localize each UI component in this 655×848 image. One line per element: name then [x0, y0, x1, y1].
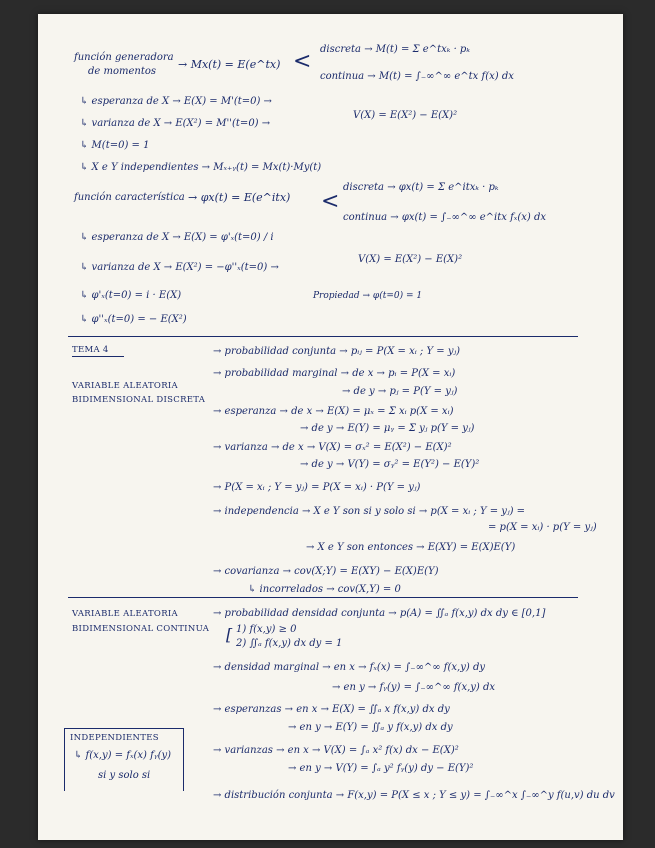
cf-second: ↳ φ''ₓ(t=0) = − E(X²): [80, 314, 187, 325]
discrete-title-2: BIDIMENSIONAL DISCRETA: [72, 395, 206, 405]
uncorrelated: ↳ incorrelados → cov(X,Y) = 0: [248, 584, 401, 595]
independence-1: → independencia → X e Y son si y solo si → p(X = xᵢ ; Y = yⱼ) =: [213, 506, 526, 517]
var-x: → varianza → de x → V(X) = σₓ² = E(X²) − E(X)²: [213, 442, 452, 453]
cf-continuous: continua → φx(t) = ∫₋∞^∞ e^itx fₓ(x) dx: [343, 212, 547, 223]
marginal-x: → probabilidad marginal → de x → pᵢ = P(X = xᵢ): [213, 368, 456, 379]
cf-label: función característica: [74, 192, 185, 203]
cf-definition: → φx(t) = E(e^itx): [188, 191, 291, 204]
condition-1: 1) f(x,y) ≥ 0: [236, 624, 297, 635]
joint-prob: → probabilidad conjunta → pᵢⱼ = P(X = xᵢ ; Y = yⱼ): [213, 346, 461, 357]
continuous-title-2: BIDIMENSIONAL CONTINUA: [72, 624, 210, 634]
mgf-definition: → Mx(t) = E(e^tx): [178, 58, 281, 71]
independence-3: → X e Y son entonces → E(XY) = E(X)E(Y): [306, 542, 516, 553]
exp-y: → de y → E(Y) = μᵧ = Σ yⱼ p(Y = yⱼ): [300, 423, 475, 434]
cf-variance: ↳ varianza de X → E(X²) = −φ''ₓ(t=0) →: [80, 262, 279, 273]
exp-x: → esperanza → de x → E(X) = μₓ = Σ xᵢ p(X = xᵢ): [213, 406, 454, 417]
mgf-variance: ↳ varianza de X → E(X²) = M''(t=0) →: [80, 118, 271, 129]
mgf-label-2: de momentos: [88, 66, 157, 77]
mgf-discrete: discreta → M(t) = Σ e^txₖ · pₖ: [320, 44, 470, 55]
section-divider-2: [68, 597, 578, 598]
covariance: → covarianza → cov(X;Y) = E(XY) − E(X)E(Y): [213, 566, 439, 577]
mgf-label: función generadora: [74, 52, 174, 63]
independence-box-title: INDEPENDIENTES: [70, 733, 159, 743]
mgf-variance-result: V(X) = E(X²) − E(X)²: [353, 110, 458, 121]
mgf-continuous: continua → M(t) = ∫₋∞^∞ e^tx f(x) dx: [320, 71, 514, 82]
mgf-independence: ↳ X e Y independientes → Mₓ₊ᵧ(t) = Mx(t)·My(t): [80, 162, 322, 173]
var-y: → de y → V(Y) = σᵧ² = E(Y²) − E(Y)²: [300, 459, 480, 470]
discrete-title-1: VARIABLE ALEATORIA: [72, 381, 178, 391]
cf-property: Propiedad → φ(t=0) = 1: [313, 291, 423, 301]
continuous-exp-x: → esperanzas → en x → E(X) = ∬ₐ x f(x,y) dx dy: [213, 704, 450, 715]
tema-underline: [72, 356, 124, 357]
condition-2: 2) ∬ₐ f(x,y) dx dy = 1: [236, 638, 343, 649]
mgf-m0: ↳ M(t=0) = 1: [80, 140, 150, 151]
cf-brace: <: [321, 189, 340, 214]
independence-box-note: si y solo si: [98, 770, 151, 781]
independence-2: = p(X = xᵢ) · p(Y = yⱼ): [488, 522, 597, 533]
marginal-y: → de y → pⱼ = P(Y = yⱼ): [342, 386, 458, 397]
marginal-density-y: → en y → fᵧ(y) = ∫₋∞^∞ f(x,y) dx: [332, 682, 496, 693]
tema-title: TEMA 4: [72, 345, 109, 355]
conditions-brace: [: [226, 625, 233, 644]
mgf-expectation: ↳ esperanza de X → E(X) = M'(t=0) →: [80, 96, 272, 107]
mgf-brace: <: [293, 49, 312, 74]
continuous-exp-y: → en y → E(Y) = ∬ₐ y f(x,y) dx dy: [288, 722, 453, 733]
cf-discrete: discreta → φx(t) = Σ e^itxₖ · pₖ: [343, 182, 499, 193]
notebook-page: [38, 14, 623, 840]
cf-first: ↳ φ'ₓ(t=0) = i · E(X): [80, 290, 182, 301]
independence-box-formula: ↳ f(x,y) = fₓ(x) fᵧ(y): [74, 750, 172, 761]
continuous-title-1: VARIABLE ALEATORIA: [72, 609, 178, 619]
joint-product: → P(X = xᵢ ; Y = yⱼ) = P(X = xᵢ) · P(Y = yⱼ): [213, 482, 421, 493]
cf-expectation: ↳ esperanza de X → E(X) = φ'ₓ(t=0) / i: [80, 232, 274, 243]
section-divider: [68, 336, 578, 337]
marginal-density-x: → densidad marginal → en x → fₓ(x) = ∫₋∞^∞ f(x,y) dy: [213, 662, 486, 673]
continuous-var-y: → en y → V(Y) = ∫ₐ y² fᵧ(y) dy − E(Y)²: [288, 763, 474, 774]
continuous-var-x: → varianzas → en x → V(X) = ∫ₐ x² f(x) dx − E(X)²: [213, 745, 459, 756]
cf-variance-result: V(X) = E(X²) − E(X)²: [358, 254, 463, 265]
joint-density: → probabilidad densidad conjunta → p(A) = ∬ₐ f(x,y) dx dy ∈ [0,1]: [213, 608, 546, 619]
joint-distribution: → distribución conjunta → F(x,y) = P(X ≤ x ; Y ≤ y) = ∫₋∞^x ∫₋∞^y f(u,v) du dv: [213, 790, 615, 801]
